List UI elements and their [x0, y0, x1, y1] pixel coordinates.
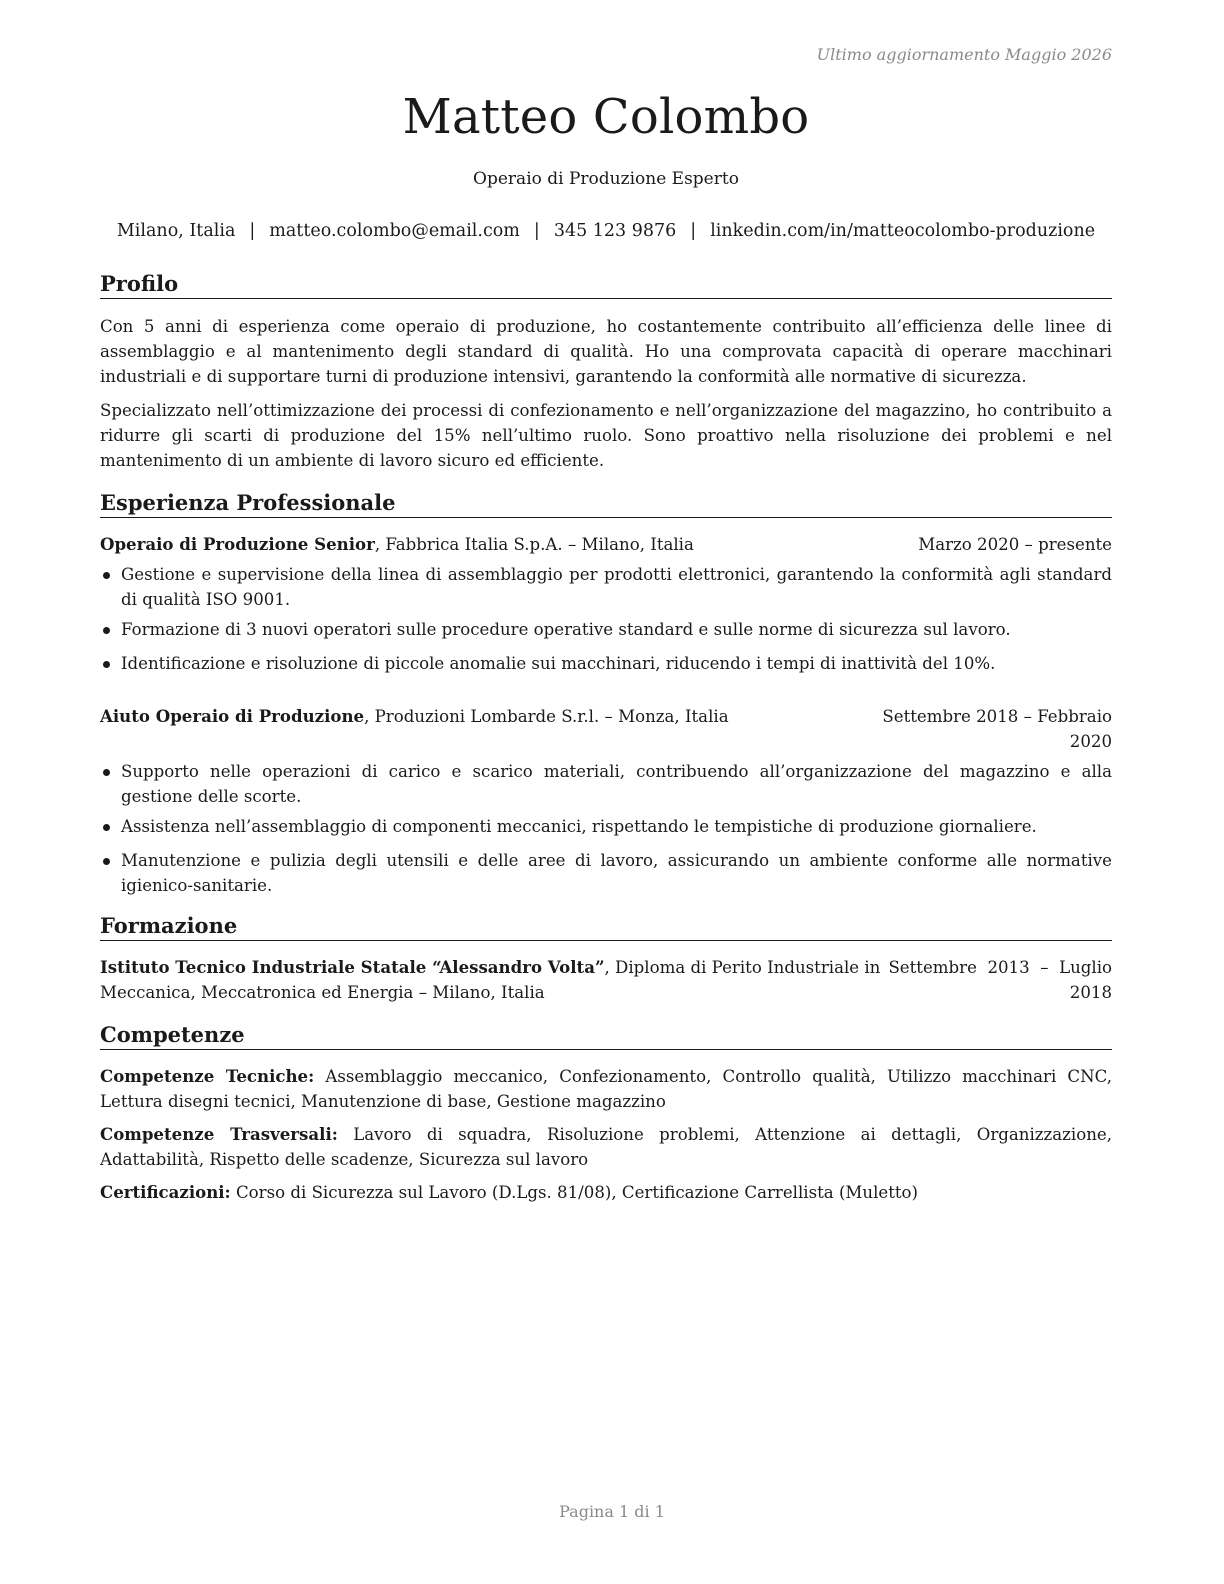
section-title-profile: Profilo: [100, 271, 1112, 299]
contact-separator: |: [690, 221, 697, 241]
candidate-name: Matteo Colombo: [402, 89, 810, 145]
bullet-icon: [103, 824, 110, 831]
job-position: Operaio di Produzione Senior: [100, 534, 375, 554]
skill-value: Lavoro di squadra, Risoluzione problemi, Attenzione ai dettagli, Organizzazione, Adattabilità, Rispetto delle scadenze, Sicurezza sul lavoro: [100, 1125, 1112, 1169]
bullet-icon: [103, 627, 110, 634]
job-position: Aiuto Operaio di Produzione: [100, 706, 365, 726]
section-title-experience: Esperienza Professionale: [100, 490, 1112, 518]
job-entry: [100, 532, 1112, 676]
job-bullets: [100, 759, 1112, 898]
bullet-text: Gestione e supervisione della linea di assemblaggio per prodotti elettronici, garantendo la conformità agli standard di qualità ISO 9001.: [121, 565, 1112, 609]
skill-label: Competenze Tecniche:: [100, 1066, 315, 1086]
job-company: , Fabbrica Italia S.p.A. – Milano, Italia: [374, 535, 694, 554]
bullet-text: Supporto nelle operazioni di carico e scarico materiali, contribuendo all’organizzazione del magazzino e alla gestione delle scorte.: [121, 762, 1112, 806]
education-dates-line: 2018: [1069, 983, 1112, 1002]
bullet-text: Identificazione e risoluzione di piccole anomalie sui macchinari, riducendo i tempi di inattività del 10%.: [121, 654, 996, 673]
contact-line: [100, 220, 1112, 242]
skill-row: [100, 1180, 1112, 1205]
job-dates: Marzo 2020 – presente: [918, 535, 1112, 554]
candidate-role: Operaio di Produzione Esperto: [473, 169, 739, 189]
skill-row: [100, 1064, 1112, 1114]
education-degree: , Diploma di Perito Industriale in: [604, 958, 881, 977]
job-company: , Produzioni Lombarde S.r.l. – Monza, Italia: [364, 707, 729, 726]
job-header: [100, 704, 1112, 754]
bullet-text: Manutenzione e pulizia degli utensili e delle aree di lavoro, assicurando un ambiente conforme alle normative igienico-sanitarie.: [121, 851, 1112, 895]
education-entry: [100, 955, 1112, 1005]
skill-row: [100, 1122, 1112, 1172]
contact-separator: |: [249, 221, 256, 241]
education-school: Istituto Tecnico Industriale Statale “Alessandro Volta”: [100, 957, 605, 977]
list-item: [100, 814, 1112, 839]
contact-phone[interactable]: 345 123 9876: [553, 221, 677, 241]
contact-location: Milano, Italia: [116, 221, 236, 241]
contact-separator: |: [533, 221, 540, 241]
list-item: [100, 848, 1112, 898]
list-item: [100, 617, 1112, 642]
contact-linkedin[interactable]: linkedin.com/in/matteocolombo-produzione: [710, 221, 1096, 241]
job-dates-line: 2020: [1069, 732, 1112, 751]
section-title-education: Formazione: [100, 913, 1112, 941]
profile-section: [100, 271, 1112, 473]
job-header: [100, 532, 1112, 557]
skill-value: Assemblaggio meccanico, Confezionamento, Controllo qualità, Utilizzo macchinari CNC, Lettura disegni tecnici, Manutenzione di base, Gestione magazzino: [100, 1067, 1112, 1111]
education-degree: Meccanica, Meccatronica ed Energia – Milano, Italia: [100, 983, 545, 1002]
list-item: [100, 759, 1112, 809]
job-bullets: [100, 562, 1112, 676]
list-item: [100, 651, 1112, 676]
education-dates-line: Settembre 2013 – Luglio: [888, 958, 1112, 977]
skills-section: [100, 1022, 1112, 1205]
skill-value: Corso di Sicurezza sul Lavoro (D.Lgs. 81/08), Certificazione Carrellista (Muletto): [230, 1183, 919, 1202]
job-dates: [882, 704, 1112, 754]
job-entry: [100, 704, 1112, 898]
list-item: [100, 562, 1112, 612]
skill-label: Competenze Trasversali:: [100, 1124, 338, 1144]
contact-email[interactable]: matteo.colombo@email.com: [269, 221, 520, 241]
bullet-text: Assistenza nell’assemblaggio di componenti meccanici, rispettando le tempistiche di produzione giornaliere.: [121, 817, 1037, 836]
bullet-text: Formazione di 3 nuovi operatori sulle procedure operative standard e sulle norme di sicurezza sul lavoro.: [121, 620, 1011, 639]
bullet-icon: [103, 572, 110, 579]
section-title-skills: Competenze: [100, 1022, 1112, 1050]
education-dates: [888, 955, 1112, 1005]
profile-paragraph: Specializzato nell’ottimizzazione dei processi di confezionamento e nell’organizzazione del magazzino, ho contribuito a ridurre gli scarti di produzione del 15% nell’ultimo ruolo. Sono proattivo nella risoluzione dei problemi e nel mantenimento di un ambiente di lavoro sicuro ed efficiente.: [100, 401, 1112, 470]
page-number: Pagina 1 di 1: [559, 1502, 665, 1521]
bullet-icon: [103, 769, 110, 776]
job-dates-line: Settembre 2018 – Febbraio: [882, 707, 1112, 726]
last-updated-note: Ultimo aggiornamento Maggio 2026: [816, 45, 1112, 64]
skill-label: Certificazioni:: [100, 1182, 231, 1202]
education-section: [100, 913, 1112, 1005]
bullet-icon: [103, 661, 110, 668]
experience-section: [100, 490, 1112, 898]
bullet-icon: [103, 858, 110, 865]
profile-paragraph: Con 5 anni di esperienza come operaio di produzione, ho costantemente contribuito all’efficienza delle linee di assemblaggio e al mantenimento degli standard di qualità. Ho una comprovata capacità di operare macchinari industriali e di supportare turni di produzione intensivi, garantendo la conformità alle normative di sicurezza.: [100, 317, 1112, 386]
